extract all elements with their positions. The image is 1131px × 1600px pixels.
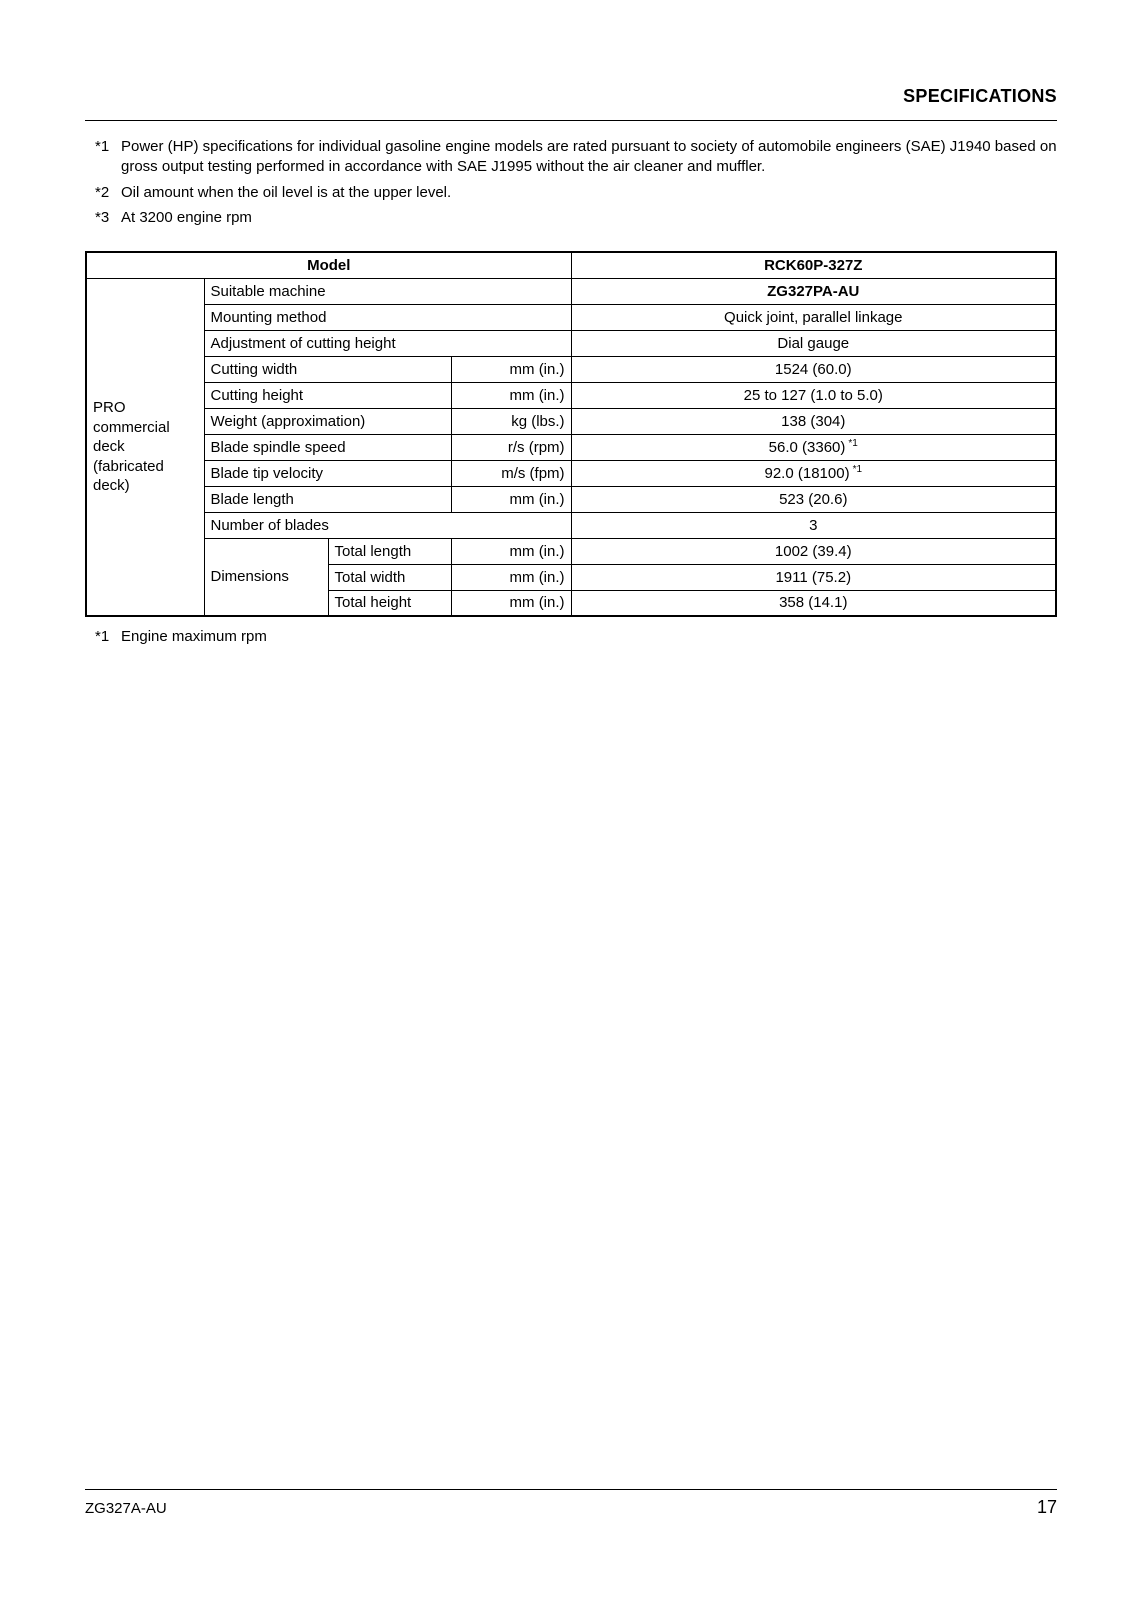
row-label: Suitable machine bbox=[204, 278, 571, 304]
row-value: Quick joint, parallel linkage bbox=[571, 304, 1056, 330]
table-row-blade-length bbox=[86, 486, 1056, 512]
table-row-weight bbox=[86, 408, 1056, 434]
page-content bbox=[85, 0, 1057, 645]
value-text: 56.0 (3360) bbox=[768, 439, 846, 456]
row-label: Total length bbox=[328, 538, 451, 564]
table-row-dimensions-total-length bbox=[86, 538, 1056, 564]
table-row-suitable-machine bbox=[86, 278, 1056, 304]
row-label: Cutting height bbox=[204, 382, 451, 408]
footnote-2 bbox=[85, 183, 1057, 203]
row-label: Mounting method bbox=[204, 304, 571, 330]
row-unit: mm (in.) bbox=[451, 590, 571, 616]
row-label: Blade spindle speed bbox=[204, 434, 451, 460]
table-row-blade-spindle-speed bbox=[86, 434, 1056, 460]
footer-page-number: 17 bbox=[1036, 1497, 1057, 1517]
table-row-number-of-blades bbox=[86, 512, 1056, 538]
table-row-adjustment-cutting-height bbox=[86, 330, 1056, 356]
row-value bbox=[571, 460, 1056, 486]
footnote-1 bbox=[85, 137, 1057, 178]
row-value: 358 (14.1) bbox=[571, 590, 1056, 616]
row-unit: mm (in.) bbox=[451, 564, 571, 590]
value-footnote-ref: *1 bbox=[848, 438, 858, 449]
row-label: Blade tip velocity bbox=[204, 460, 451, 486]
footnote-marker: *2 bbox=[95, 183, 110, 201]
footnote-marker: *3 bbox=[95, 208, 110, 226]
table-row-cutting-height bbox=[86, 382, 1056, 408]
table-row-model bbox=[86, 252, 1056, 278]
value-text: 92.0 (18100) bbox=[764, 465, 850, 482]
page-title: SPECIFICATIONS bbox=[903, 86, 1057, 106]
footnote-marker: *1 bbox=[95, 138, 110, 155]
footnote-text: Engine maximum rpm bbox=[121, 628, 267, 645]
row-value: 1911 (75.2) bbox=[571, 564, 1056, 590]
row-unit: mm (in.) bbox=[451, 538, 571, 564]
page-header bbox=[85, 86, 1057, 121]
footnote-marker: *1 bbox=[95, 628, 110, 645]
footnote-text: At 3200 engine rpm bbox=[121, 208, 252, 226]
table-row-cutting-width bbox=[86, 356, 1056, 382]
row-unit: mm (in.) bbox=[451, 382, 571, 408]
row-value: 1524 (60.0) bbox=[571, 356, 1056, 382]
row-label: Total width bbox=[328, 564, 451, 590]
footnote-3 bbox=[85, 208, 1057, 228]
bottom-footnote bbox=[85, 628, 1057, 645]
row-unit: m/s (fpm) bbox=[451, 460, 571, 486]
row-unit: r/s (rpm) bbox=[451, 434, 571, 460]
row-label: Blade length bbox=[204, 486, 451, 512]
value-footnote-ref: *1 bbox=[852, 464, 863, 475]
model-value: RCK60P-327Z bbox=[571, 252, 1056, 278]
table-row-blade-tip-velocity bbox=[86, 460, 1056, 486]
row-value: 3 bbox=[571, 512, 1056, 538]
row-value: 25 to 127 (1.0 to 5.0) bbox=[571, 382, 1056, 408]
model-label: Model bbox=[86, 252, 571, 278]
group-label: PRO commercial deck (fabricated deck) bbox=[86, 278, 204, 616]
row-unit: mm (in.) bbox=[451, 486, 571, 512]
row-label: Adjustment of cutting height bbox=[204, 330, 571, 356]
footnote-text: Oil amount when the oil level is at the upper level. bbox=[121, 183, 452, 201]
row-value: Dial gauge bbox=[571, 330, 1056, 356]
row-label: Weight (approximation) bbox=[204, 408, 451, 434]
row-value: 138 (304) bbox=[571, 408, 1056, 434]
row-label: Number of blades bbox=[204, 512, 571, 538]
row-value bbox=[571, 434, 1056, 460]
row-value: ZG327PA-AU bbox=[571, 278, 1056, 304]
dimensions-label: Dimensions bbox=[204, 538, 328, 616]
footer-document-code: ZG327A-AU bbox=[85, 1500, 167, 1517]
page-footer bbox=[85, 1489, 1057, 1518]
row-label: Cutting width bbox=[204, 356, 451, 382]
row-unit: mm (in.) bbox=[451, 356, 571, 382]
row-value: 523 (20.6) bbox=[571, 486, 1056, 512]
table-row-mounting-method bbox=[86, 304, 1056, 330]
specifications-table bbox=[85, 251, 1057, 617]
row-unit: kg (lbs.) bbox=[451, 408, 571, 434]
row-label: Total height bbox=[328, 590, 451, 616]
top-footnotes bbox=[85, 137, 1057, 228]
row-value: 1002 (39.4) bbox=[571, 538, 1056, 564]
footnote-text: Power (HP) specifications for individual gasoline engine models are rated pursuant to society of automobile engineers (SAE) J1940 based on gross output testing performed in accordance with SAE J1995 without the air cleaner and muffler. bbox=[121, 138, 1057, 176]
